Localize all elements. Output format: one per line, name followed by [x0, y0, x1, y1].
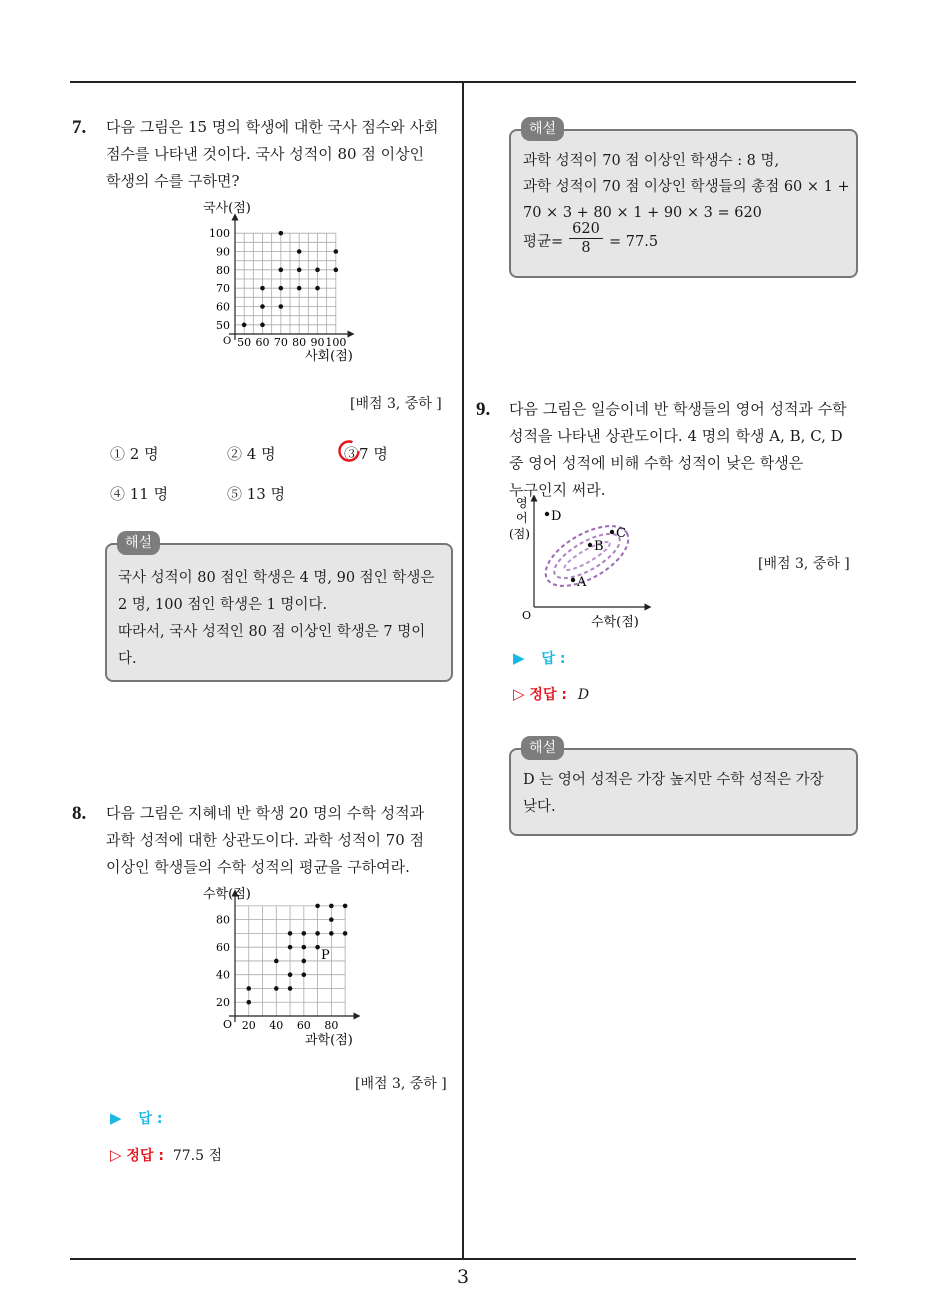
- q7-data-point: [242, 323, 247, 328]
- q8-data-point: [315, 931, 320, 936]
- q9-origin-label: O: [522, 609, 532, 622]
- q8-data-point: [315, 904, 320, 909]
- q7-explanation-line: 다.: [118, 651, 137, 667]
- q8-points: [246, 904, 347, 1005]
- q9-correct-row: [513, 684, 589, 704]
- question-9-score: [배점 3, 중하 ]: [758, 556, 850, 572]
- q8-point-p-label: P: [321, 948, 330, 963]
- q8-scatter-chart: [195, 883, 375, 1053]
- q8-data-point: [329, 931, 334, 936]
- q8-average-result: = 77.5: [609, 234, 659, 250]
- q8-data-point: [343, 931, 348, 936]
- q7-x-tick-label: 100: [325, 336, 347, 349]
- q9-y-label-3: (점): [509, 527, 530, 541]
- q8-explanation-text: [523, 148, 858, 262]
- q7-y-tick-label: 60: [216, 300, 230, 314]
- q8-fraction-denominator: 8: [581, 240, 591, 256]
- question-8-line: 과학 성적에 대한 상관도이다. 과학 성적이 70 점: [106, 831, 425, 849]
- question-8-line: 다음 그림은 지혜네 반 학생 20 명의 수학 성적과: [106, 804, 425, 822]
- q8-answer-row: [110, 1108, 162, 1128]
- q8-data-point: [274, 959, 279, 964]
- q8-explanation-line: 과학 성적이 70 점 이상인 학생들의 총점 60 × 1 +: [523, 179, 850, 195]
- q8-explanation-line: 70 × 3 + 80 × 1 + 90 × 3 = 620: [523, 205, 762, 221]
- q8-x-tick-label: 20: [241, 1019, 256, 1032]
- q9-point-c: [610, 530, 614, 534]
- q8-x-ticks: [242, 1019, 339, 1032]
- q7-explanation-line: 따라서, 국사 성적인 80 점 이상인 학생은 7 명이: [118, 624, 426, 640]
- q9-explanation-line: D 는 영어 성적은 가장 높지만 수학 성적은 가장: [523, 772, 824, 788]
- q7-x-tick-label: 90: [310, 336, 325, 349]
- q9-explanation-line: 낮다.: [523, 799, 556, 815]
- q8-data-point: [343, 904, 348, 909]
- q8-explanation-line: 과학 성적이 70 점 이상인 학생수 : 8 명,: [523, 153, 780, 169]
- q7-data-point: [297, 249, 302, 254]
- q9-correct-label: 정답 :: [529, 687, 567, 703]
- q8-data-point: [302, 931, 307, 936]
- q8-answer-label: 답 :: [138, 1111, 163, 1127]
- question-9-number: 9.: [476, 399, 491, 420]
- question-9-line: 다음 그림은 일승이네 반 학생들의 영어 성적과 수학: [509, 400, 847, 418]
- page-number: 3: [456, 1266, 470, 1288]
- q7-data-point: [315, 268, 320, 273]
- q7-x-tick-label: 80: [292, 336, 307, 349]
- q7-origin-label: O: [223, 336, 232, 347]
- q7-option-5[interactable]: ⑤ 13 명: [227, 485, 286, 503]
- question-8-number: 8.: [72, 803, 87, 824]
- q7-option-3-text: 7 명: [359, 445, 388, 463]
- q8-y-tick-label: 20: [216, 996, 230, 1010]
- q8-y-axis-label: 수학(점): [203, 887, 251, 902]
- q7-grid: [235, 233, 336, 334]
- q7-option-3-symbol: ③: [344, 445, 360, 463]
- q7-y-axis-label: 국사(점): [203, 201, 251, 216]
- question-8-text: [106, 800, 466, 881]
- q8-correct-value: 77.5 점: [172, 1148, 222, 1164]
- q8-fraction-numerator: 620: [569, 220, 603, 239]
- question-8-score: [배점 3, 중하 ]: [355, 1076, 447, 1092]
- q7-option-3[interactable]: [344, 443, 388, 464]
- q8-explanation-box: [509, 129, 858, 278]
- q7-y-tick-label: 90: [216, 245, 230, 259]
- q7-y-tick-label: 50: [216, 318, 230, 332]
- outline-triangle-icon: ▷: [513, 685, 525, 703]
- q8-y-tick-label: 60: [216, 941, 230, 955]
- q9-label-b: B: [594, 539, 604, 554]
- q7-data-point: [297, 268, 302, 273]
- q7-y-tick-label: 70: [216, 282, 230, 296]
- q7-x-tick-label: 50: [237, 336, 252, 349]
- q8-data-point: [315, 945, 320, 950]
- q7-data-point: [260, 323, 265, 328]
- q7-data-point: [315, 286, 320, 291]
- question-7-line: 점수를 나타낸 것이다. 국사 성적이 80 점 이상인: [106, 145, 425, 163]
- q8-origin-label: O: [223, 1018, 233, 1031]
- q7-explanation-line: 2 명, 100 점인 학생은 1 명이다.: [118, 597, 328, 613]
- q8-data-point: [288, 986, 293, 991]
- q8-correct-row: [110, 1145, 222, 1165]
- q9-y-label-2: 어: [516, 511, 528, 525]
- q9-scatter-chart: [505, 495, 665, 635]
- question-9-line: 누구인지 써라.: [509, 481, 606, 499]
- q8-data-point: [288, 931, 293, 936]
- question-7-score: [배점 3, 중하 ]: [350, 396, 442, 412]
- q7-x-tick-label: 60: [255, 336, 270, 349]
- q9-label-c: C: [616, 526, 626, 541]
- q9-y-label-1: 영: [516, 496, 528, 510]
- q7-option-4[interactable]: ④ 11 명: [110, 485, 169, 503]
- q8-explanation-tag: 해설: [521, 117, 564, 141]
- q7-explanation-tag: 해설: [117, 531, 160, 555]
- q9-correlation-band-inner: [548, 525, 626, 586]
- selected-answer-mark: [337, 437, 365, 465]
- q9-answer-label: 답 :: [541, 651, 566, 667]
- bottom-rule: [70, 1258, 856, 1260]
- q9-correlation-band-core: [561, 538, 612, 574]
- question-7-line: 학생의 수를 구하면?: [106, 172, 240, 190]
- question-9-line: 중 영어 성적에 비해 수학 성적이 낮은 학생은: [509, 454, 804, 472]
- q9-answer-row: [513, 648, 565, 668]
- q7-explanation-box: [105, 543, 453, 682]
- q7-option-2[interactable]: ② 4 명: [227, 445, 276, 463]
- q7-x-axis-label: 사회(점): [305, 349, 353, 364]
- q9-explanation-text: [523, 767, 858, 821]
- q8-data-point: [246, 986, 251, 991]
- q7-data-point: [334, 249, 339, 254]
- question-9-line: 성적을 나타낸 상관도이다. 4 명의 학생 A, B, C, D: [509, 427, 843, 445]
- q8-x-tick-label: 60: [296, 1019, 311, 1032]
- q8-explanation-average: [523, 221, 858, 262]
- q9-x-axis-label: 수학(점): [591, 615, 639, 630]
- q7-scatter-chart: [195, 195, 375, 370]
- q7-y-ticks: [209, 227, 230, 332]
- q9-correct-value: D: [577, 687, 590, 703]
- q9-label-d: D: [551, 509, 562, 524]
- q7-data-point: [260, 304, 265, 309]
- q8-correct-label: 정답 :: [126, 1148, 164, 1164]
- q7-explanation-line: 국사 성적이 80 점인 학생은 4 명, 90 점인 학생은: [118, 570, 435, 586]
- outline-triangle-icon: ▷: [110, 1146, 122, 1164]
- q7-x-tick-label: 70: [273, 336, 288, 349]
- play-icon: ▶: [513, 649, 525, 667]
- q9-explanation-box: [509, 748, 858, 836]
- q9-point-a: [571, 578, 575, 582]
- q8-y-ticks: [216, 914, 230, 1010]
- q7-y-tick-label: 100: [209, 227, 230, 241]
- q8-x-tick-label: 40: [269, 1019, 284, 1032]
- q8-data-point: [302, 945, 307, 950]
- q8-data-point: [288, 972, 293, 977]
- q7-x-ticks: [237, 336, 346, 349]
- q9-explanation-tag: 해설: [521, 736, 564, 760]
- q8-data-point: [329, 904, 334, 909]
- q7-data-point: [279, 286, 284, 291]
- q7-data-point: [279, 304, 284, 309]
- q9-point-b: [588, 543, 592, 547]
- q7-option-1[interactable]: ① 2 명: [110, 445, 159, 463]
- column-divider: [462, 82, 464, 1259]
- q7-data-point: [279, 231, 284, 236]
- q8-data-point: [274, 986, 279, 991]
- q8-data-point: [302, 959, 307, 964]
- question-7-line: 다음 그림은 15 명의 학생에 대한 국사 점수와 사회: [106, 118, 439, 136]
- q8-data-point: [329, 917, 334, 922]
- q7-data-point: [297, 286, 302, 291]
- q7-data-point: [334, 268, 339, 273]
- q8-data-point: [246, 1000, 251, 1005]
- q8-data-point: [302, 972, 307, 977]
- q8-data-point: [288, 945, 293, 950]
- q9-label-a: A: [577, 575, 587, 590]
- q8-fraction: [569, 220, 603, 257]
- q8-y-tick-label: 80: [216, 913, 230, 927]
- question-7-number: 7.: [72, 117, 87, 138]
- question-7-text: [106, 114, 466, 195]
- play-icon: ▶: [110, 1109, 122, 1127]
- q8-x-tick-label: 80: [324, 1019, 339, 1032]
- question-8-line: 이상인 학생들의 수학 성적의 평균을 구하여라.: [106, 858, 410, 876]
- q7-data-point: [260, 286, 265, 291]
- q8-average-label: 평균=: [523, 234, 564, 250]
- question-9-text: [509, 396, 869, 504]
- q8-y-tick-label: 40: [216, 968, 230, 982]
- q9-point-d: [545, 512, 549, 516]
- q7-data-point: [279, 268, 284, 273]
- q7-y-tick-label: 80: [216, 263, 230, 277]
- q7-explanation-text: [118, 565, 448, 673]
- q8-x-axis-label: 과학(점): [305, 1033, 353, 1048]
